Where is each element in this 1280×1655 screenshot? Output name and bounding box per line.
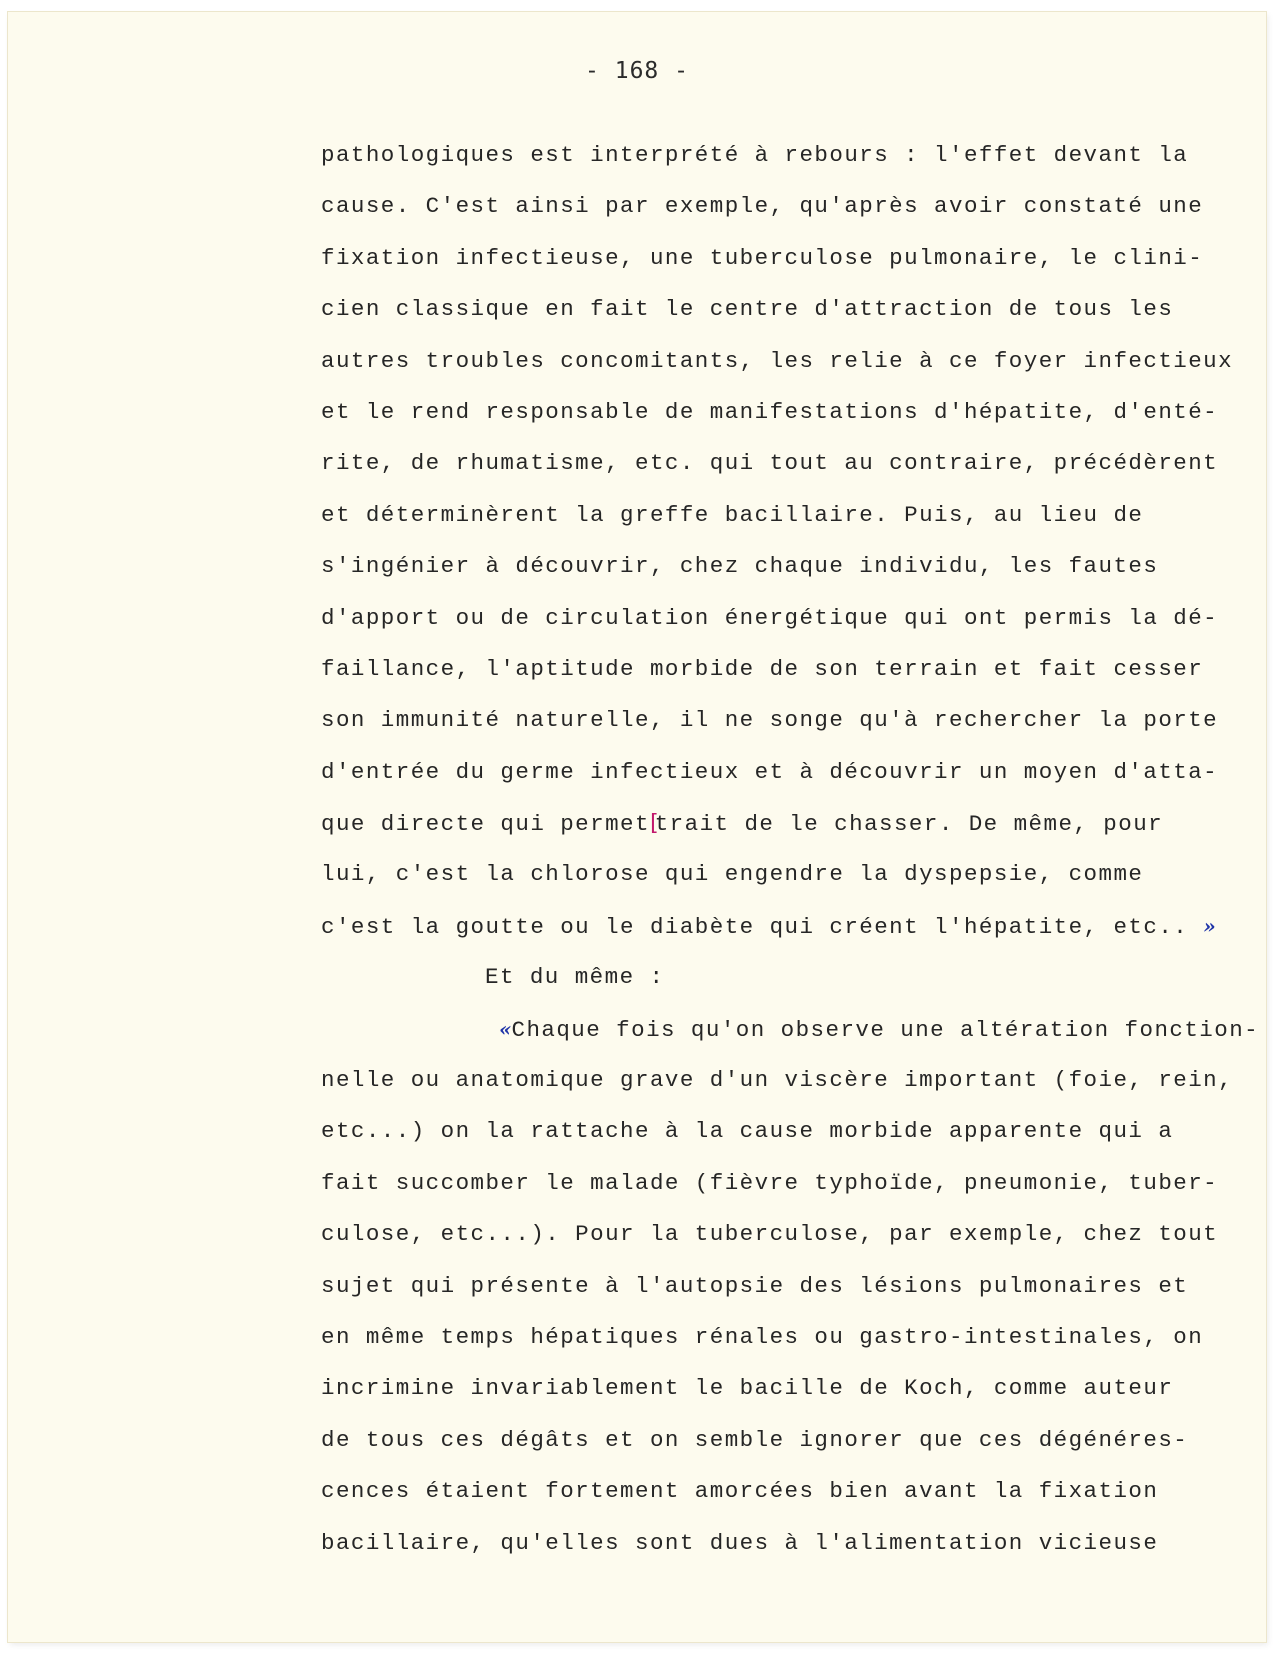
text-line-quote-end <box>321 901 1261 952</box>
typewritten-page <box>8 12 1266 1642</box>
text-line: sujet qui présente à l'autopsie des lésions pulmonaires et <box>321 1272 1189 1299</box>
text-line: etc...) on la rattache à la cause morbide apparente qui a <box>321 1118 1174 1145</box>
text-line: de tous ces dégâts et on semble ignorer que ces dégénéres- <box>321 1426 1189 1453</box>
text-line: pathologiques est interprété à rebours : l'effet devant la <box>321 142 1189 168</box>
text-line: son immunité naturelle, il ne songe qu'à rechercher la porte <box>321 707 1219 734</box>
text-line: et déterminèrent la greffe bacillaire. Puis, au lieu de <box>321 501 1144 528</box>
text-segment: que directe qui permet <box>321 811 650 838</box>
body-text <box>321 130 1261 1569</box>
handwritten-correction-mark: [ <box>649 810 655 837</box>
text-segment: c'est la goutte ou le diabète qui créent l'hépatite, etc.. <box>321 913 1204 940</box>
text-line: en même temps hépatiques rénales ou gastro-intestinales, on <box>321 1323 1204 1350</box>
text-line: cause. C'est ainsi par exemple, qu'après avoir constaté une <box>321 193 1204 220</box>
text-line: cences étaient fortement amorcées bien avant la fixation <box>321 1478 1159 1505</box>
text-line: et le rend responsable de manifestations d'hépatite, d'enté- <box>321 398 1219 425</box>
text-line: fait succomber le malade (fièvre typhoïde, pneumonie, tuber- <box>321 1169 1219 1196</box>
text-line: cien classique en fait le centre d'attraction de tous les <box>321 296 1174 323</box>
text-line: faillance, l'aptitude morbide de son terrain et fait cesser <box>321 655 1204 682</box>
handwritten-opening-quote: « <box>499 1016 512 1041</box>
text-line: lui, c'est la chlorose qui engendre la dyspepsie, comme <box>321 861 1144 888</box>
text-line: s'ingénier à découvrir, chez chaque individu, les fautes <box>321 553 1159 580</box>
text-line: d'apport ou de circulation énergétique qui ont permis la dé- <box>321 604 1219 631</box>
text-line-quote-start <box>321 1004 1261 1055</box>
text-line: bacillaire, qu'elles sont dues à l'alimentation vicieuse <box>321 1529 1159 1556</box>
text-line-with-correction <box>321 798 1261 849</box>
text-line: culose, etc...). Pour la tuberculose, par exemple, chez tout <box>321 1221 1219 1248</box>
text-line: d'entrée du germe infectieux et à découvrir un moyen d'atta- <box>321 758 1219 785</box>
text-line-intro: Et du même : <box>485 964 665 991</box>
page-number: - 168 - <box>585 58 689 84</box>
text-line: autres troubles concomitants, les relie à ce foyer infectieux <box>321 347 1234 374</box>
handwritten-closing-quote: » <box>1203 913 1216 938</box>
text-line: rite, de rhumatisme, etc. qui tout au contraire, précédèrent <box>321 450 1219 477</box>
text-segment: trait de le chasser. De même, pour <box>654 811 1164 838</box>
text-line: nelle ou anatomique grave d'un viscère important (foie, rein, <box>321 1067 1234 1094</box>
text-line: incrimine invariablement le bacille de Koch, comme auteur <box>321 1375 1174 1402</box>
text-line: fixation infectieuse, une tuberculose pulmonaire, le clini- <box>321 244 1204 271</box>
text-segment: Chaque fois qu'on observe une altération fonction- <box>511 1016 1260 1043</box>
